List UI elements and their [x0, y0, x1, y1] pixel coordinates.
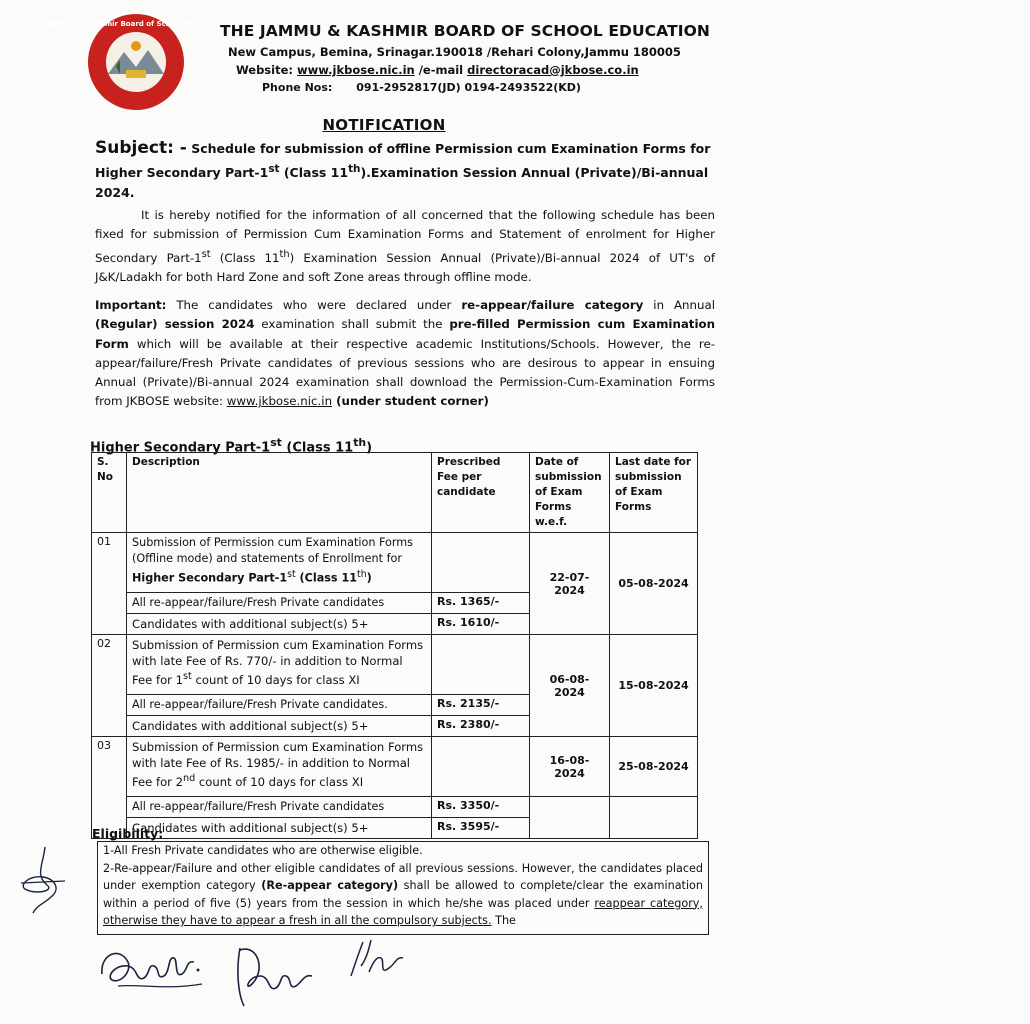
elig-text: The	[491, 914, 516, 927]
important-label: Important:	[95, 298, 167, 312]
row-date-wef: 16-08-2024	[530, 737, 610, 797]
row-last-date: 05-08-2024	[610, 533, 698, 635]
subject-line	[95, 138, 715, 203]
subrow-label: Candidates with additional subject(s) 5+	[127, 818, 432, 839]
subrow-fee: Rs. 2380/-	[432, 716, 530, 737]
signature-1	[98, 934, 208, 998]
caption-text: )	[366, 440, 373, 456]
para-text: (Class 11	[210, 250, 280, 265]
subject-text: (Class 11	[279, 165, 349, 181]
col-header-desc: Description	[127, 453, 432, 533]
eligibility-title: Eligibility:	[92, 826, 164, 841]
email-label: /e-mail	[418, 63, 464, 77]
col-header-sno: S. No	[92, 453, 127, 533]
desc-bold: (Class 11	[295, 571, 358, 585]
row-fee-empty	[432, 635, 530, 695]
caption-sup: st	[270, 436, 282, 449]
row-sno: 03	[92, 737, 127, 839]
margin-initial-signature	[15, 845, 70, 915]
para-text: ) Examination Session Annual (Private)/Bi-annual 2024 of UT's of J&K/Ladakh for both Hard Zone and soft Zone areas through offline mode.	[95, 250, 716, 284]
subrow-label: All re-appear/failure/Fresh Private candidates	[127, 593, 432, 614]
desc-bold: Higher Secondary Part-1	[132, 571, 288, 585]
desc-text: count of 10 days for class XI	[195, 774, 364, 789]
para-bold: (Regular) session 2024	[95, 317, 255, 332]
subrow-label: All re-appear/failure/Fresh Private candidates	[127, 797, 432, 818]
intro-paragraph	[95, 206, 715, 287]
row-last-date: 15-08-2024	[610, 635, 698, 737]
subject-sup: th	[348, 163, 361, 175]
para-text: examination shall submit the	[254, 317, 450, 332]
logo-arc-text: Jammu & Kashmir Board of School Education	[47, 20, 225, 28]
caption-sup: th	[353, 436, 367, 449]
para-text: in Annual	[643, 298, 715, 312]
row-sno: 01	[92, 533, 127, 635]
row-fee-empty	[432, 533, 530, 593]
subject-text: ).Examination Session Annual (Private)/Bi-annual 2024.	[95, 165, 709, 201]
row-date-empty	[530, 797, 610, 839]
subrow-fee: Rs. 3595/-	[432, 818, 530, 839]
elig-text: 2-Re-appear/Failure and other eligible candidates of all previous sessions. However, the candidates placed under exemption category	[103, 861, 703, 892]
website-link[interactable]: www.jkbose.nic.in	[297, 63, 415, 77]
para-bold: (under student corner)	[332, 394, 489, 409]
board-address: New Campus, Bemina, Srinagar.190018 /Rehari Colony,Jammu 180005	[228, 45, 681, 59]
subject-label: Subject: -	[95, 138, 187, 158]
notification-heading: NOTIFICATION	[322, 116, 446, 134]
subrow-fee: Rs. 2135/-	[432, 695, 530, 716]
para-sup: th	[279, 248, 290, 260]
board-title: THE JAMMU & KASHMIR BOARD OF SCHOOL EDUCATION	[220, 22, 710, 40]
col-header-last-date: Last date for submission of Exam Forms	[610, 453, 698, 533]
para-text: The candidates who were declared under	[166, 298, 462, 312]
desc-bold: )	[366, 571, 372, 585]
subrow-label: Candidates with additional subject(s) 5+	[127, 614, 432, 635]
table-subrow	[92, 797, 698, 818]
col-header-fee: Prescribed Fee per candidate	[432, 453, 530, 533]
subrow-label: All re-appear/failure/Fresh Private candidates.	[127, 695, 432, 716]
row-last-date: 25-08-2024	[610, 737, 698, 797]
board-contact-line	[236, 63, 1004, 77]
row-date-wef: 22-07-2024	[530, 533, 610, 635]
schedule-table	[91, 452, 698, 839]
col-header-date-wef: Date of submission of Exam Forms w.e.f.	[530, 453, 610, 533]
caption-text: (Class 11	[281, 440, 354, 456]
row-fee-empty	[432, 737, 530, 797]
subrow-fee: Rs. 3350/-	[432, 797, 530, 818]
eligibility-box	[97, 841, 709, 935]
table-header-row	[92, 453, 698, 533]
signature-2	[230, 940, 320, 1010]
para-sup: st	[201, 248, 211, 260]
subrow-label: Candidates with additional subject(s) 5+	[127, 716, 432, 737]
board-phone-line	[262, 81, 1030, 94]
row-description	[127, 635, 432, 695]
signature-3	[345, 936, 410, 986]
desc-sup: th	[357, 569, 367, 580]
subrow-fee: Rs. 1610/-	[432, 614, 530, 635]
desc-text: Submission of Permission cum Examination Forms with late Fee of Rs. 1985/- in addition to Normal Fee for 2	[132, 740, 424, 789]
table-row	[92, 635, 698, 695]
email-link[interactable]: directoracad@jkbose.co.in	[467, 63, 639, 77]
website-label: Website:	[236, 63, 293, 77]
para-bold: pre-filled Permission cum Examination Form	[95, 317, 715, 351]
subrow-fee: Rs. 1365/-	[432, 593, 530, 614]
subject-text: Schedule for submission of offline Permission cum Examination Forms for Higher Secondary Part-1	[95, 141, 711, 181]
desc-sup: st	[287, 569, 296, 580]
para-text: which will be available at their respective academic Institutions/Schools. However, the re-appear/failure/Fresh Private candidates of previous sessions who are desirous to appear in ensuing Annual (Private)/Bi-annual 2024 examination shall download the Permission-Cum-Examination Forms from JKBOSE website:	[95, 336, 715, 409]
eligibility-item: 1-All Fresh Private candidates who are otherwise eligible.	[103, 844, 423, 857]
desc-text: count of 10 days for class XI	[191, 672, 360, 687]
board-logo	[47, 12, 225, 112]
desc-text: Submission of Permission cum Examination Forms with late Fee of Rs. 770/- in addition to Normal Fee for 1	[132, 638, 424, 687]
desc-text: Submission of Permission cum Examination Forms (Offline mode) and statements of Enrollment for	[132, 536, 413, 565]
elig-bold: (Re-appear category)	[261, 879, 399, 892]
phone-label: Phone Nos:	[262, 81, 333, 94]
row-description	[127, 533, 432, 593]
desc-sup: st	[183, 671, 192, 682]
phone-numbers: 091-2952817(JD) 0194-2493522(KD)	[356, 81, 581, 94]
table-row	[92, 533, 698, 593]
important-paragraph	[95, 296, 715, 412]
row-date-empty	[610, 797, 698, 839]
eligibility-item	[103, 860, 703, 930]
website-link[interactable]: www.jkbose.nic.in	[226, 394, 333, 409]
row-description	[127, 737, 432, 797]
table-row	[92, 737, 698, 797]
elig-underline: reappear category, otherwise they have to appear a fresh in all the compulsory subjects.	[103, 896, 703, 927]
elig-text: shall be allowed to complete/clear the examination within a period of five (5) years from the session in which he/she was placed under	[103, 879, 703, 910]
subject-sup: st	[268, 163, 280, 175]
row-date-wef: 06-08-2024	[530, 635, 610, 737]
caption-text: Higher Secondary Part-1	[90, 440, 271, 456]
desc-sup: nd	[183, 773, 196, 784]
para-text: It is hereby notified for the information of all concerned that the following schedule has been fixed for submission of Permission Cum Examination Forms and Statement of enrolment for Higher Secondary Part-1	[95, 208, 715, 265]
row-sno: 02	[92, 635, 127, 737]
para-bold: re-appear/failure category	[461, 298, 644, 312]
